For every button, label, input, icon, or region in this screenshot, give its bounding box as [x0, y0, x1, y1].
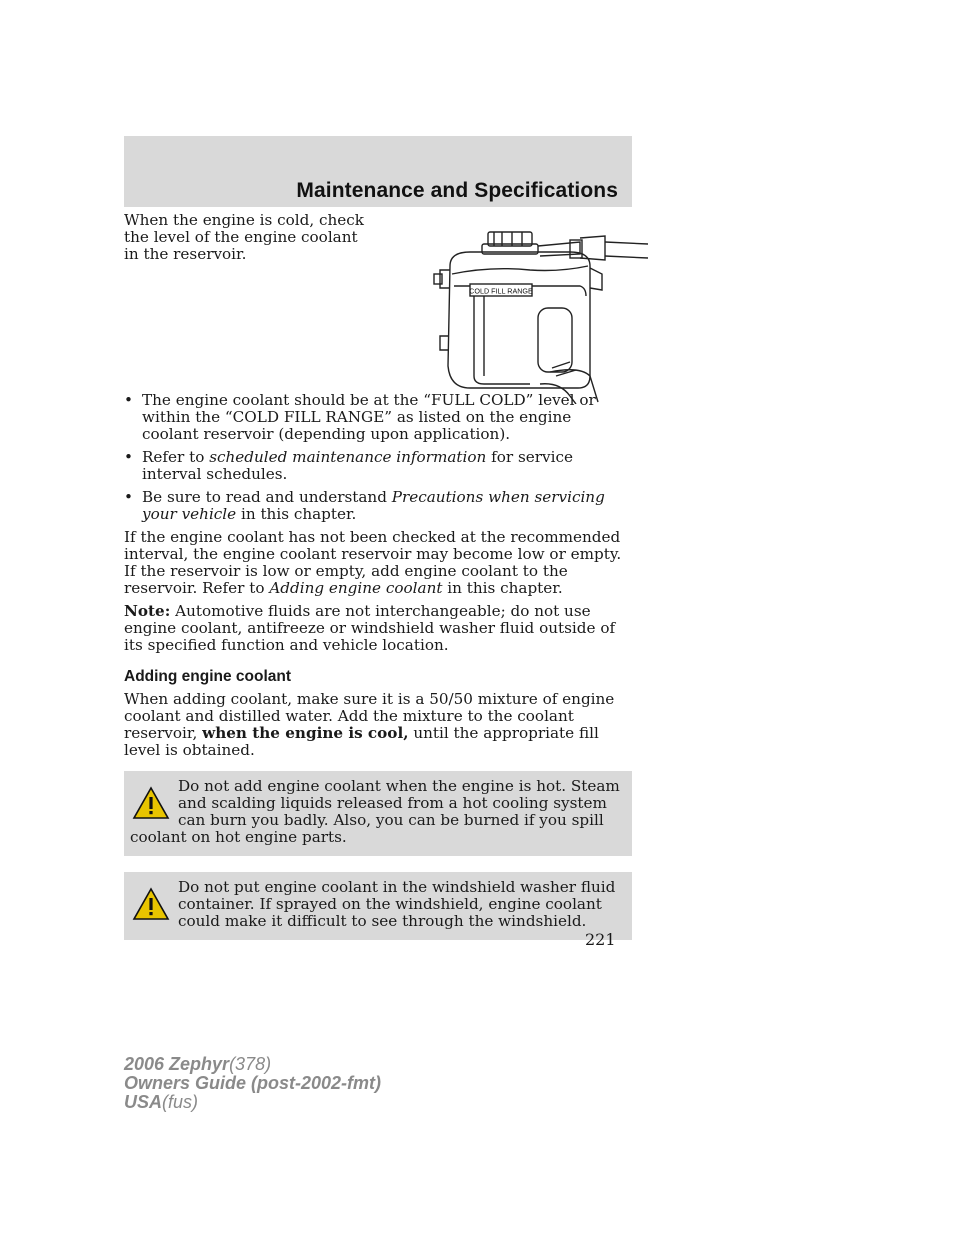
coolant-reservoir-illustration	[430, 226, 650, 404]
list-item: • Refer to scheduled maintenance information for service interval schedules.	[124, 448, 573, 483]
intro-text: When the engine is cold, check the level of the engine coolant in the reservoir.	[124, 211, 364, 263]
warning-text: Do not put engine coolant in the windshield washer fluid container. If sprayed on the windshield, engine coolant could make it difficult to see through the windshield.	[178, 878, 616, 930]
warning-text: Do not add engine coolant when the engine is hot. Steam and scalding liquids released from a hot cooling system can burn you badly. Also, you can be burned if you spill coolant on hot engine parts.	[130, 777, 620, 846]
warning-triangle-icon	[132, 887, 170, 921]
cross-reference-link: Adding engine coolant	[269, 579, 443, 597]
cross-reference-link: Precautions when servicing your vehicle	[142, 488, 605, 523]
footer: 2006 Zephyr(378) Owners Guide (post-2002-fmt) USA(fus)	[124, 1054, 382, 1112]
cross-reference-link: scheduled maintenance information	[209, 448, 487, 466]
warning-box	[124, 872, 632, 940]
paragraph-low-coolant: If the engine coolant has not been checked at the recommended interval, the engine coolant reservoir may become low or empty. If the reservoir is low or empty, add engine coolant to the reservoir. Refer to Adding engine coolant in this chapter.	[124, 528, 622, 597]
note-label: Note:	[124, 602, 171, 620]
page-title: Maintenance and Specifications	[296, 179, 618, 202]
list-item: • The engine coolant should be at the “FULL COLD” level or within the “COLD FILL RANGE” as listed on the engine coolant reservoir (depending upon application).	[124, 391, 596, 443]
header-band	[124, 136, 632, 207]
bullet-list	[124, 392, 632, 523]
page-content	[124, 212, 632, 956]
section-heading: Adding engine coolant	[124, 668, 292, 685]
warning-box	[124, 771, 632, 856]
note-paragraph: Note: Automotive fluids are not interchangeable; do not use engine coolant, antifreeze or windshield washer fluid outside of its specified function and vehicle location.	[124, 602, 616, 654]
warning-triangle-icon	[132, 786, 170, 820]
intro-row	[124, 212, 632, 392]
cold-fill-range-label: COLD FILL RANGE	[469, 286, 533, 296]
page-number: 221	[585, 930, 616, 949]
list-item: • Be sure to read and understand Precautions when servicing your vehicle in this chapter.	[124, 488, 605, 523]
paragraph-adding-coolant: When adding coolant, make sure it is a 50/50 mixture of engine coolant and distilled water. Add the mixture to the coolant reservoir, when the engine is cool, until the appropriate fill level is obtained.	[124, 690, 615, 759]
